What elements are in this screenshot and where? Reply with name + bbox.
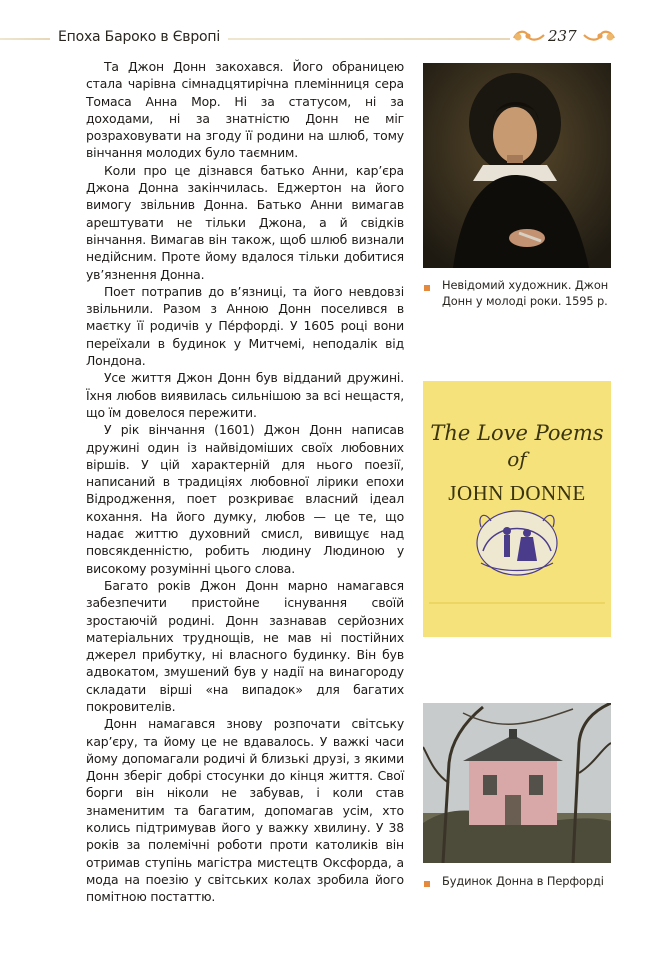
paragraph: Коли про це дізнався батько Анни, кар’єра Джона Донна закінчилась. Еджертон на його вимогу звільнив Донна. Батько Анни вимагав арештувати не тільки Джона, а й свідків вінчання. Вимагав він також, щоб шлюб визнали недійсним. Проте йому вдалося тільки добитися ув’язнення Донна. — [86, 162, 404, 282]
house-caption: Будинок Донна в Перфорді — [442, 874, 604, 888]
paragraph: Донн намагався знову розпочати світську кар’єру, та йому це не вдавалось. У важкі часи йому допомагали родичі й близькі друзі, з якими Донн зберіг добрі стосунки до кінця життя. Свої борги він ніколи не забував, і коли став знаменитим та багатим, допомагав усім, хто колись підтримував його у важку хвилину. У 38 років за полемічні роботи проти католиків він отримав ступінь магістра мистецтв Оксфорда, а мода на поезію у світських колах зробила його помітною постаттю. — [86, 716, 404, 905]
running-head-title: Епоха Бароко в Європі — [58, 29, 221, 45]
book-cover-image — [423, 381, 611, 637]
portrait-image — [423, 63, 611, 268]
ornament-right-icon — [582, 28, 616, 44]
caption-bullet — [424, 881, 430, 887]
portrait-caption-line-1: Невідомий художник. Джон — [442, 278, 609, 292]
paragraph: Та Джон Донн закохався. Його обраницею стала чарівна сімнадцятирічна племінниця сера Томаса Анна Мор. Ні за статусом, ні за доходами, ні за знатністю Донн не міг розраховувати на згоду її родини на шлюб, тому вінчання молодих було таємним. — [86, 59, 404, 161]
paragraph: Усе життя Джон Донн був відданий дружині. Їхня любов виявилась сильнішою за всі нещастя, що їм довелося пережити. — [86, 370, 404, 420]
page-number: 237 — [548, 27, 577, 45]
header-rule-left — [0, 38, 50, 40]
main-text-column — [86, 58, 404, 906]
portrait-caption — [442, 277, 622, 309]
caption-bullet — [424, 285, 430, 291]
header-rule-middle — [228, 38, 510, 40]
book-vignette-illustration — [423, 381, 611, 637]
paragraph: У рік вінчання (1601) Джон Донн написав дружині один із найвідоміших своїх любовних віршів. У цій характерній для нього поезії, написаний в традиціях любовної лірики епохи Відродження, поет розкриває власний ідеал кохання. На його думку, любов — це те, що надає життю духовний смисл, вивищує над повсякденністю, робить людину Людиною у високому розумінні цього слова. — [86, 422, 404, 576]
paragraph: Багато років Джон Донн марно намагався забезпечити пристойне існування своїй зростаючій родині. Донн зазнавав серйозних матеріальних труднощів, не мав ні постійних джерел прибутку, ні власного будинку. Він був адвокатом, змушений був у надії на винагороду складати вірші «на випадок» для багатих покровителів. — [86, 577, 404, 714]
portrait-caption-line-2: Донн у молоді роки. 1595 р. — [442, 294, 608, 308]
paragraph: Поет потрапив до в’язниці, та його невдовзі звільнили. Разом з Анною Донн поселився в маєтку її родичів у Пе́рфорді. У 1605 році вони переїхали в будинок у Митчемі, неподалік від Лондона. — [86, 283, 404, 369]
ornament-left-icon — [512, 28, 546, 44]
book-title-line-1: The Love Poems — [430, 421, 604, 445]
book-title-line-2: of — [507, 447, 527, 471]
book-title-line-3: JOHN DONNE — [448, 481, 586, 505]
house-photo — [423, 703, 611, 863]
